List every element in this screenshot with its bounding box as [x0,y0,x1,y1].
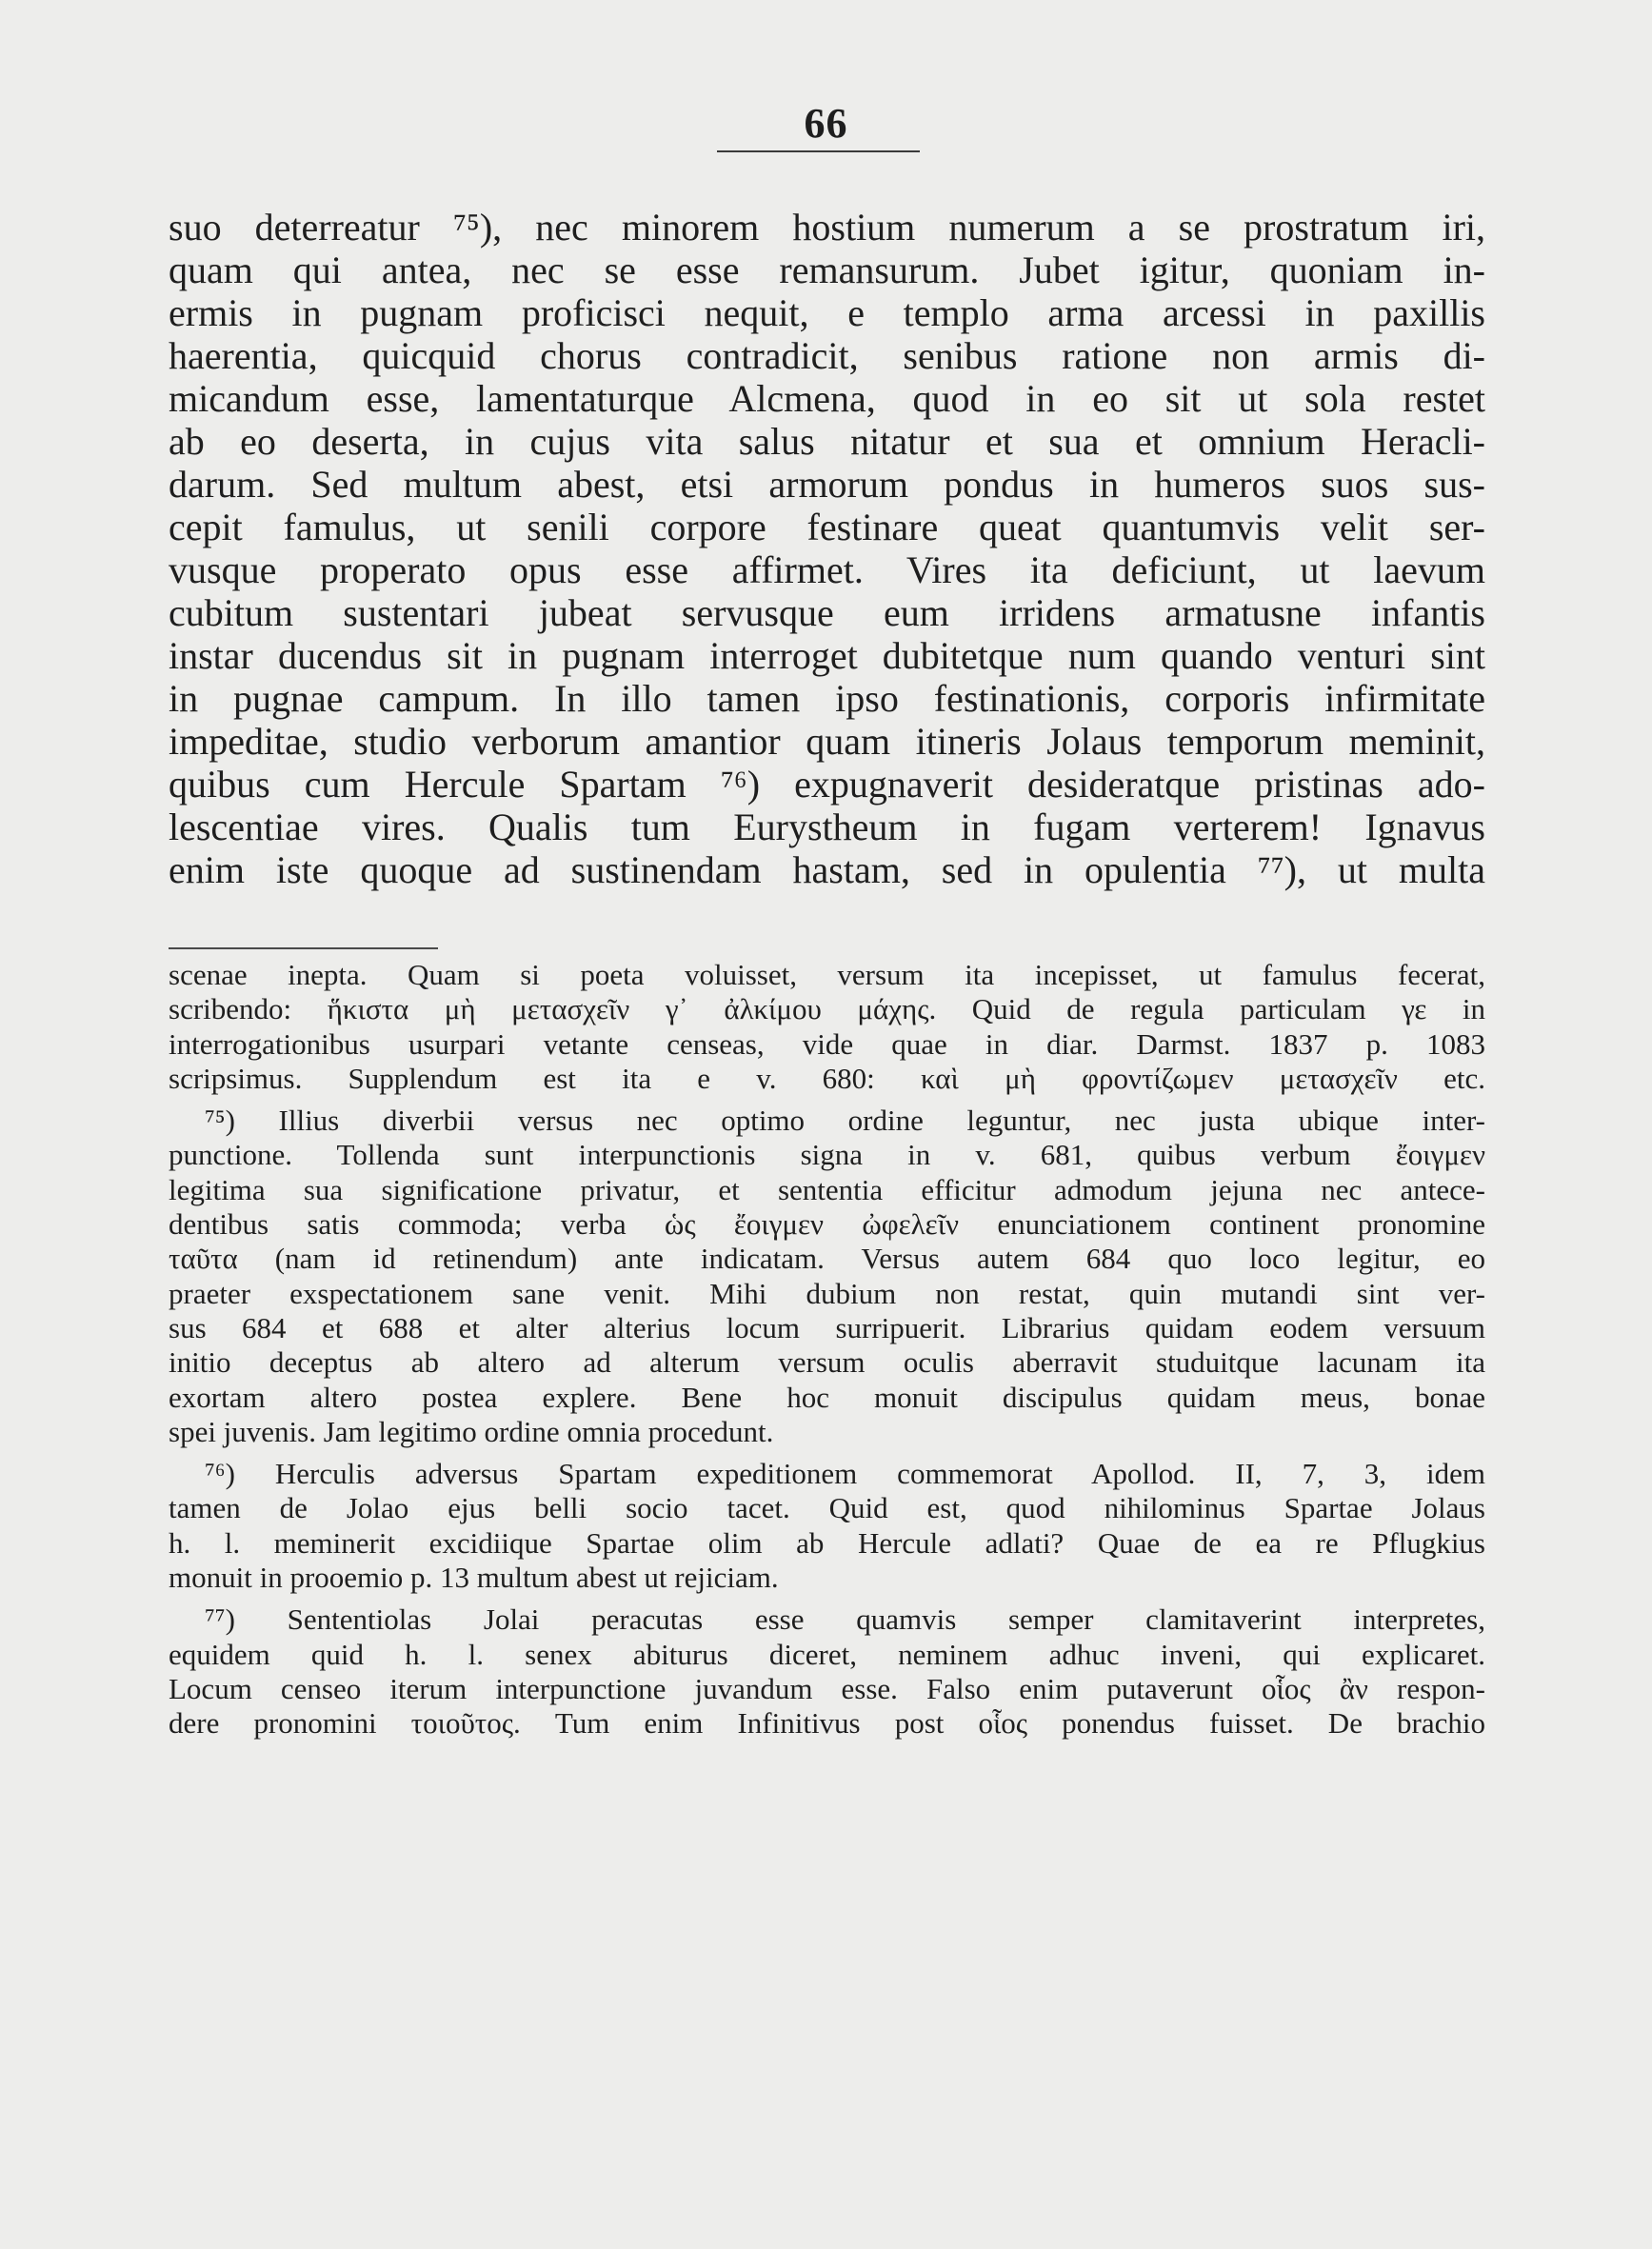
footnote-line: monuit in prooemio p. 13 multum abest ut rejiciam. [169,1561,779,1595]
text-line: darum. Sed multum abest, etsi armorum pondus in humeros suos sus- [169,463,1485,506]
footnote-77 [169,1602,1485,1741]
text-line: enim iste quoque ad sustinendam hastam, sed in opulentia ⁷⁷), ut multa [169,848,1485,891]
footnote-line: spei juvenis. Jam legitimo ordine omnia procedunt. [169,1414,774,1448]
footnote-rule [169,947,438,949]
footnotes-block [169,958,1485,1741]
text-line: ab eo deserta, in cujus vita salus nitatur et sua et omnium Heracli- [169,420,1485,463]
footnote-line: dere pronomini τοιοῦτος. Tum enim Infinitivus post οἷος ponendus fuisset. De brachio [169,1706,1485,1741]
text-line: haerentia, quicquid chorus contradicit, senibus ratione non armis di- [169,334,1485,377]
footnote-line: interrogationibus usurpari vetante censeas, vide quae in diar. Darmst. 1837 p. 1083 [169,1026,1485,1061]
footnote-line: praeter exspectationem sane venit. Mihi dubium non restat, quin mutandi sint ver- [169,1276,1485,1310]
footnote-line: scripsimus. Supplendum est ita e v. 680: καὶ μὴ φροντίζωμεν μετασχεῖν etc. [169,1061,1485,1095]
text-line: micandum esse, lamentaturque Alcmena, quod in eo sit ut sola restet [169,377,1485,420]
footnote-line: ⁷⁶) Herculis adversus Spartam expeditionem commemorat Apollod. II, 7, 3, idem [205,1457,1485,1491]
text-line: in pugnae campum. In illo tamen ipso festinationis, corporis infirmitate [169,677,1485,720]
main-text-block [169,206,1485,891]
footnote-line: scenae inepta. Quam si poeta voluisset, versum ita incepisset, ut famulus fecerat, [169,958,1485,991]
text-line: ermis in pugnam proficisci nequit, e templo arma arcessi in paxillis [169,291,1485,334]
header-rule [717,150,920,152]
spacer [169,1449,1485,1457]
footnote-76 [169,1457,1485,1595]
footnote-line: legitima sua significatione privatur, et sententia efficitur admodum jejuna nec antece- [169,1172,1485,1206]
page-number: 66 [804,100,848,147]
text-line: quam qui antea, nec se esse remansurum. Jubet igitur, quoniam in- [169,249,1485,291]
footnote-line: punctione. Tollenda sunt interpunctionis signa in v. 681, quibus verbum ἔοιγμεν [169,1138,1485,1172]
text-line: cubitum sustentari jubeat servusque eum irridens armatusne infantis [169,591,1485,634]
text-line: suo deterreatur ⁷⁵), nec minorem hostium numerum a se prostratum iri, [169,206,1485,249]
spacer [169,1096,1485,1104]
footnote-line: exortam altero postea explere. Bene hoc monuit discipulus quidam meus, bonae [169,1380,1485,1414]
text-line: lescentiae vires. Qualis tum Eurystheum in fugam verterem! Ignavus [169,806,1485,848]
text-line: vusque properato opus esse affirmet. Vires ita deficiunt, ut laevum [169,548,1485,591]
footnote-line: tamen de Jolao ejus belli socio tacet. Quid est, quod nihilominus Spartae Jolaus [169,1491,1485,1525]
footnote-line: dentibus satis commoda; verba ὡς ἔοιγμεν ὠφελεῖν enunciationem continent pronomine [169,1207,1485,1242]
text-line: cepit famulus, ut senili corpore festinare queat quantumvis velit ser- [169,506,1485,548]
text-line: impeditae, studio verborum amantior quam itineris Jolaus temporum meminit, [169,720,1485,763]
text-line: instar ducendus sit in pugnam interroget dubitetque num quando venturi sint [169,634,1485,677]
footnote-line: sus 684 et 688 et alter alterius locum surripuerit. Librarius quidam eodem versuum [169,1310,1485,1344]
footnote-75 [169,1104,1485,1449]
text-line: quibus cum Hercule Spartam ⁷⁶) expugnaverit desideratque pristinas ado- [169,763,1485,806]
footnote-line: Locum censeo iterum interpunctione juvandum esse. Falso enim putaverunt οἷος ἂν respon- [169,1671,1485,1705]
spacer [169,1595,1485,1602]
footnote-line: scribendo: ἥκιστα μὴ μετασχεῖν γ᾽ ἀλκίμου μάχης. Quid de regula particulam γε in [169,992,1485,1026]
footnote-line: h. l. meminerit excidiique Spartae olim ab Hercule adlati? Quae de ea re Pflugkius [169,1525,1485,1560]
footnote-line: ⁷⁵) Illius diverbii versus nec optimo ordine leguntur, nec justa ubique inter- [205,1104,1485,1138]
footnote-continued [169,958,1485,1096]
footnote-line: ⁷⁷) Sententiolas Jolai peracutas esse quamvis semper clamitaverint interpretes, [205,1602,1485,1637]
footnote-line: equidem quid h. l. senex abiturus diceret, neminem adhuc inveni, qui explicaret. [169,1637,1485,1671]
footnote-line: ταῦτα (nam id retinendum) ante indicatam. Versus autem 684 quo loco legitur, eo [169,1242,1485,1276]
footnote-line: initio deceptus ab altero ad alterum versum oculis aberravit studuitque lacunam ita [169,1345,1485,1380]
